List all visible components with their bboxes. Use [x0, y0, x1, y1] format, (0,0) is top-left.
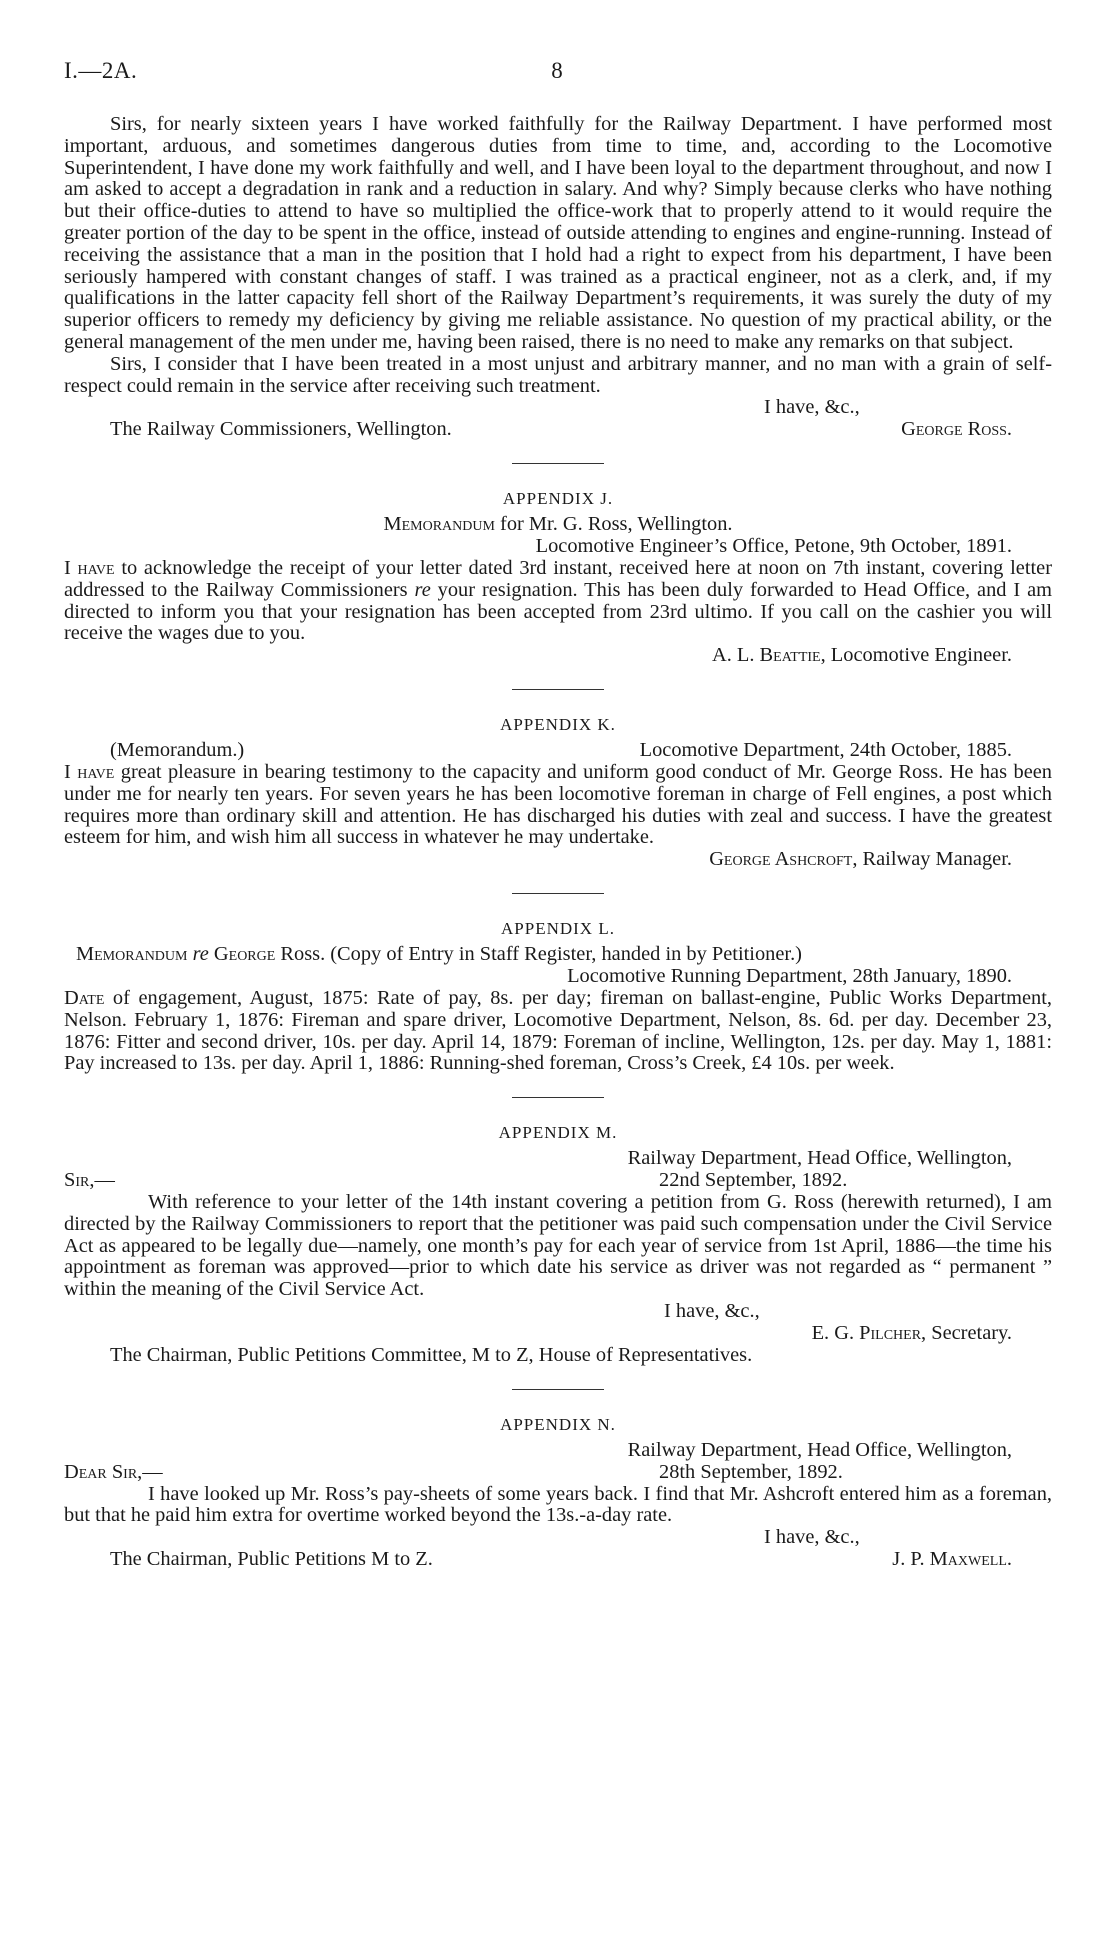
memo-word: Memorandum [76, 942, 188, 965]
page-number: 8 [551, 58, 563, 83]
appendix-j [64, 488, 1052, 667]
body-text: great pleasure in bearing testimony to the capacity and uniform good conduct of Mr. George Ross. He has been under me for nearly ten years. For seven years he has been locomotive foreman in charge of Fell engines, a post which requires more than ordinary skill and attention. He has discharged his duties with zeal and success. I have the greatest esteem for him, and wish him all success in whatever he may undertake. [64, 760, 1052, 849]
ross-letter-paragraph-1: Sirs, for nearly sixteen years I have worked faithfully for the Railway Department. I have performed most important, arduous, and sometimes dangerous duties from time to time, and, according to the Locomotive Superintendent, I have done my work faithfully and well, and I have been loyal to the department throughout, and now I am asked to accept a degradation in rank and a reduction in salary. And why? Simply because clerks who have nothing but their office-duties to attend to have so multiplied the office-work that to properly attend to it would require the greater portion of the day to be spent in the office, instead of outside attending to engines and engine-running. Instead of receiving the assistance that a man in the position that I hold had a right to expect from his department, I have been seriously hampered with constant changes of staff. I was trained as a practical engineer, not as a clerk, and, if my qualifications in the latter capacity fell short of the Railway Department’s requirements, it was surely the duty of my superior officers to remedy my deficiency by giving me reliable assistance. No question of my practical ability, or the general management of the men under me, having been raised, there is no need to make any remarks on that subject. [64, 113, 1052, 353]
section-divider [512, 689, 604, 690]
appendix-j-place-date-line [64, 536, 1052, 558]
ross-sign-line [64, 419, 1052, 441]
appendix-j-memo-heading [64, 514, 1052, 536]
appendix-l-body [64, 988, 1052, 1075]
appendix-n-place-line [64, 1440, 1052, 1462]
appendix-l-place-date: Locomotive Running Department, 28th January, 1890. [567, 964, 1012, 987]
appendix-k-place-date: Locomotive Department, 24th October, 1885. [639, 738, 1012, 761]
section-divider [512, 463, 604, 464]
appendix-l [64, 918, 1052, 1075]
memo-heading-text [76, 944, 802, 966]
appendix-m-salutation-line [64, 1170, 1052, 1192]
appendix-k-title: APPENDIX K. [500, 715, 616, 735]
memo-word: Memorandum [383, 513, 495, 536]
appendix-k-body [64, 762, 1052, 849]
appendix-k-signature [709, 849, 1012, 871]
section-divider [512, 893, 604, 894]
body-lead: I have [64, 556, 115, 579]
appendix-m-addressee: The Chairman, Public Petitions Committee, M to Z, House of Representatives. [110, 1343, 753, 1366]
ross-signature: George Ross. [901, 418, 1012, 441]
body-text: of engagement, August, 1875: Rate of pay, 8s. per day; fireman on ballast-engine, Public Works Department, Nelson. February 1, 1876: Fireman and spare driver, Locomotive Department, Nelson, 8s. 6d. per day. December 23, 1876: Fitter and second driver, 10s. per day. April 14, 1879: Foreman of incline, Wellington, 12s. per day. May 1, 1881: Pay increased to 13s. per day. April 1, 1886: Running-shed foreman, Cross’s Creek, £4 10s. per week. [64, 986, 1052, 1075]
ross-addressee: The Railway Commissioners, Wellington. [110, 418, 452, 441]
appendix-m-addressee-line [64, 1345, 1052, 1367]
appendix-j-signature [712, 645, 1012, 667]
ross-closing-line [64, 397, 1052, 419]
signature-title: , Locomotive Engineer. [820, 644, 1012, 667]
paper-reference: I.—2A. [64, 58, 138, 83]
appendix-j-place-date: Locomotive Engineer’s Office, Petone, 9th October, 1891. [535, 534, 1012, 557]
appendix-l-memo-heading [64, 944, 1052, 966]
ross-letter [64, 114, 1052, 441]
memo-name: George [213, 942, 276, 965]
appendix-m-closing-line [64, 1301, 1052, 1323]
appendix-n-salutation-line [64, 1462, 1052, 1484]
body-text-2: your resignation. This has been duly forwarded to Head Office, and I am directed to inform you that your resignation has been accepted from 23rd ultimo. If you call on the cashier you will receive the wages due to you. [64, 578, 1052, 645]
ross-closing: I have, &c., [764, 396, 860, 419]
appendix-m-salutation: Sir,— [64, 1168, 115, 1191]
appendix-l-place-date-line [64, 966, 1052, 988]
signature-title: , Railway Manager. [852, 848, 1012, 871]
memo-re: re [192, 942, 209, 965]
appendix-n-place: Railway Department, Head Office, Wellington, [627, 1438, 1012, 1461]
signature-name: George Ashcroft [709, 848, 853, 871]
signature-title: , Secretary. [921, 1321, 1012, 1344]
appendix-n-closing: I have, &c., [764, 1526, 860, 1549]
signature-name: A. L. Beattie [711, 644, 821, 667]
memo-heading-rest: for Mr. G. Ross, Wellington. [494, 513, 733, 536]
appendix-m-title: APPENDIX M. [498, 1123, 618, 1143]
page-header [64, 58, 1050, 92]
ross-letter-paragraph-2: Sirs, I consider that I have been treated in a most unjust and arbitrary manner, and no man with a grain of self-respect could remain in the service after receiving such treatment. [64, 352, 1052, 397]
appendix-m-place: Railway Department, Head Office, Wellington, [627, 1146, 1012, 1169]
appendix-k [64, 714, 1052, 871]
appendix-k-heading-line [64, 740, 1052, 762]
appendix-n [64, 1414, 1052, 1571]
appendix-m-date: 22nd September, 1892. [659, 1168, 848, 1191]
body-text: to acknowledge the receipt of your letter dated 3rd instant, received here at noon on 7th instant, covering letter addressed to the Railway Commissioners [64, 556, 1052, 601]
appendix-l-title: APPENDIX L. [501, 919, 615, 939]
appendix-m [64, 1122, 1052, 1367]
appendix-n-addressee: The Chairman, Public Petitions M to Z. [110, 1548, 433, 1571]
appendix-j-signature-line [64, 645, 1052, 667]
appendix-n-date: 28th September, 1892. [659, 1460, 843, 1483]
appendix-m-place-line [64, 1148, 1052, 1170]
appendix-n-closing-line [64, 1527, 1052, 1549]
appendix-m-body: With reference to your letter of the 14th instant covering a petition from G. Ross (herewith returned), I am directed by the Railway Commissioners to report that the petitioner was paid such compensation under the Civil Service Act as appeared to be legally due—namely, one month’s pay for each year of service from 1st April, 1886—the time his appointment as foreman was approved—prior to which date his service as driver was not regarded as “ permanent ” within the meaning of the Civil Service Act. [64, 1190, 1052, 1301]
appendix-m-signature-line [64, 1323, 1052, 1345]
appendix-k-signature-line [64, 849, 1052, 871]
appendix-n-sign-line [64, 1549, 1052, 1571]
body-re: re [414, 578, 431, 601]
appendix-n-salutation: Dear Sir,— [64, 1460, 163, 1483]
appendix-m-signature [812, 1323, 1012, 1345]
body-lead: I have [64, 760, 115, 783]
memo-heading-rest: Ross. (Copy of Entry in Staff Register, handed in by Petitioner.) [275, 942, 802, 965]
appendix-m-closing: I have, &c., [664, 1299, 760, 1322]
signature-name: E. G. Pilcher [811, 1321, 922, 1344]
appendix-k-memo-label: (Memorandum.) [110, 738, 245, 761]
appendix-n-signature: J. P. Maxwell. [892, 1548, 1012, 1571]
appendix-j-title: APPENDIX J. [502, 489, 614, 509]
page-content [64, 114, 1052, 1571]
appendix-j-body [64, 558, 1052, 645]
appendix-n-body: I have looked up Mr. Ross’s pay-sheets of some years back. I find that Mr. Ashcroft entered him as a foreman, but that he paid him extra for overtime worked beyond the 13s.-a-day rate. [64, 1482, 1052, 1527]
body-lead: Date [64, 986, 105, 1009]
section-divider [512, 1389, 604, 1390]
section-divider [512, 1097, 604, 1098]
appendix-n-title: APPENDIX N. [500, 1414, 616, 1434]
